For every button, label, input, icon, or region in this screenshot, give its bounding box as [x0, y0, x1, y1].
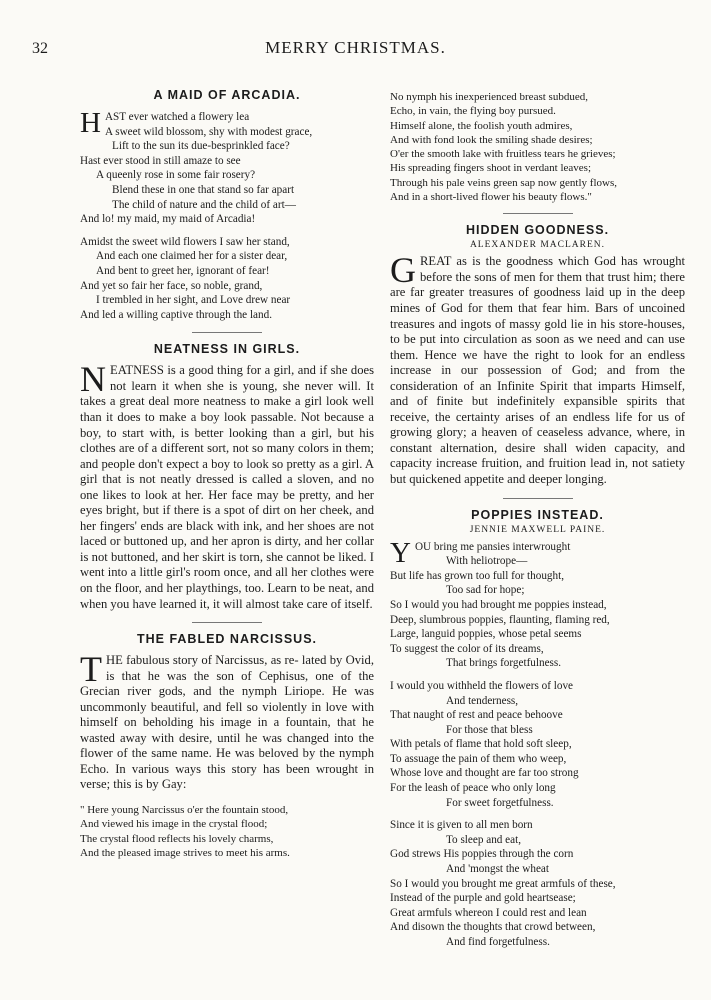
narcissus-title: THE FABLED NARCISSUS. — [136, 632, 318, 647]
poem-line: A sweet wild blossom, shy with modest grace, — [104, 125, 313, 138]
poem-line: To suggest the color of its dreams, — [390, 642, 544, 655]
article-body: that trust him; there are far greater treasures of goodness laid up in the deep mines of God for them that fear him. Bars of uncoined treasures and ingots of massy gold lie in his store-houses, to be put into circulation as soon as we need and can use them. Hence we have the right to look for an endless increase in our possession of God; and from the consideration of an Infinite Spirit that imparts Himself, and of finite but indefinitely expansible spirits that receive, the certainty arises of an endless life for us of growing glory; a heaven of ceaseless advance, where, in constant alternation, desire shall widen capacity, and capacity increase fruition, and fruition lead in, not satiety but quickened appetite and deeper longing. — [390, 269, 685, 487]
narcissus-quote-continued — [390, 90, 685, 204]
neatness-dropcap: N — [80, 359, 106, 400]
poem-line: AST ever watched a flowery lea — [104, 111, 250, 123]
poppies-poem — [390, 536, 685, 950]
quote-line: And viewed his image in the crystal flood; — [80, 818, 268, 831]
article-first-line: EATNESS is a good thing for a girl, — [110, 363, 298, 378]
poem-line: And find forgetfulness. — [446, 936, 550, 949]
poem-line: With heliotrope— — [446, 555, 528, 568]
article-body: Cephisus, one of the Grecian river gods, and the nymph Liriope. He was uncommonly beautiful, and fell so violently in love with himself on beholding his image in a fountain, that he wasted away with desire, until he was changed into the flower of the same name. He was beloved by the nymph Echo. In various ways this story has been wrought in verse; this is by Gay: — [80, 668, 374, 792]
poem-line: For those that bless — [446, 723, 533, 736]
poem-line: So I would you had brought me poppies instead, — [390, 598, 607, 611]
quote-line: O'er the smooth lake with fruitless tears he grieves; — [390, 148, 616, 161]
neatness-title: NEATNESS IN GIRLS. — [153, 342, 301, 357]
poem-line: Great armfuls whereon I could rest and lean — [390, 906, 587, 919]
maid-of-arcadia-title: A MAID OF ARCADIA. — [153, 88, 301, 102]
poem-line: Lift to the sun its due-besprinkled face? — [112, 140, 290, 153]
quote-line: The crystal flood reflects his lovely charms, — [80, 832, 274, 845]
poem-line: And each one claimed her for a sister dear, — [96, 250, 288, 263]
quote-line: And in a short-lived flower his beauty flows." — [390, 191, 592, 204]
poem-line: Since it is given to all men born — [390, 819, 533, 832]
poem-line: God strews His poppies through the corn — [390, 848, 574, 861]
running-title: MERRY CHRISTMAS. — [265, 38, 446, 57]
poem-line: I would you withheld the flowers of love — [390, 679, 574, 692]
article-first-line: HE fabulous story of Narcissus, as re- — [106, 653, 302, 668]
poem-line: Blend these in one that stand so far apart — [112, 183, 295, 196]
poem-line: Amidst the sweet wild flowers I saw her stand, — [80, 235, 290, 248]
neatness-article — [80, 359, 374, 612]
hidden-dropcap: G — [390, 250, 416, 291]
poem-line: And led a willing captive through the land. — [80, 308, 273, 321]
poppies-author: JENNIE MAXWELL PAINE. — [469, 524, 606, 535]
right-column — [390, 90, 685, 950]
hidden-goodness-author: ALEXANDER MACLAREN. — [469, 240, 606, 251]
poem-line: Too sad for hope; — [446, 584, 525, 597]
narcissus-article — [80, 649, 374, 793]
section-divider — [192, 332, 262, 333]
poem-line: And yet so fair her face, so noble, grand, — [80, 279, 263, 292]
poppies-dropcap: Y — [390, 536, 411, 569]
narcissus-dropcap: T — [80, 649, 102, 690]
hidden-goodness-article — [390, 250, 685, 487]
article-second-line: lated by Ovid, is that he was the son of — [106, 653, 374, 683]
article-second-line: and if she does not learn it when she — [110, 363, 374, 393]
poem-line: And tenderness, — [446, 694, 519, 707]
maid-dropcap: H — [80, 107, 101, 139]
poem-line: And bent to greet her, ignorant of fear! — [96, 264, 270, 277]
maid-of-arcadia-poem — [80, 107, 374, 322]
article-body: is young, she never will. It takes a great deal more neatness to make a girl look well than it does to make a boy look passable. Not because a boy, to start with, is better looking than a girl, but his clothes are of a different sort, not so many colors in them; and people don't expect a boy to look so pretty as a girl. A girl that is not neatly dressed is called a sloven, and no one likes to look at her. Her face may be pretty, and her eyes bright, but if there is a spot of dirt on her cheek, and her fingers' ends are black with ink, and her shoes are not laced or buttoned up, and her apron is dirty, and her collar is not buttoned, and her skirt is torn, she cannot be liked. I went into a little girl's room once, and all her clothes were on the floor, and her playthings, too. Learn to be neat, and when you have learned it, it will almost take care of itself. — [80, 378, 374, 611]
section-divider — [192, 622, 262, 623]
poem-line: So I would you brought me great armfuls of these, — [390, 877, 616, 890]
left-column — [80, 88, 374, 860]
section-divider — [503, 498, 573, 499]
poem-line: To assuage the pain of them who weep, — [390, 752, 567, 765]
section-divider — [503, 213, 573, 214]
poem-line: That naught of rest and peace behoove — [390, 709, 563, 722]
poem-line: The child of nature and the child of art— — [112, 198, 296, 211]
article-second-line: wrought before the sons of men for them — [420, 254, 685, 284]
poem-line: Large, languid poppies, whose petal seems — [390, 628, 582, 641]
poem-line: Whose love and thought are far too strong — [390, 767, 579, 780]
quote-line: Through his pale veins green sap now gently flows, — [390, 176, 617, 189]
page-number: 32 — [32, 40, 48, 57]
article-first-line: REAT as is the goodness which God has — [420, 254, 644, 269]
poem-line: To sleep and eat, — [446, 833, 522, 846]
poem-line: And 'mongst the wheat — [446, 863, 549, 876]
poem-line: With petals of flame that hold soft sleep, — [390, 738, 572, 751]
poem-line: And disown the thoughts that crowd between, — [390, 921, 596, 934]
poem-line: For the leash of peace who only long — [390, 782, 556, 795]
poem-line: Deep, slumbrous poppies, flaunting, flaming red, — [390, 613, 610, 626]
poem-line: And lo! my maid, my maid of Arcadia! — [80, 213, 256, 226]
poppies-title: POPPIES INSTEAD. — [471, 507, 604, 522]
poem-line: That brings forgetfulness. — [446, 657, 562, 670]
poem-line: I trembled in her sight, and Love drew near — [96, 294, 291, 307]
quote-line: And the pleased image strives to meet his arms. — [80, 846, 290, 859]
quote-line: No nymph his inexperienced breast subdued, — [390, 91, 588, 103]
poem-line: A queenly rose in some fair rosery? — [96, 169, 256, 182]
poem-line: But life has grown too full for thought, — [390, 569, 565, 582]
quote-line: And with fond look the smiling shade desires; — [390, 133, 593, 146]
hidden-goodness-title: HIDDEN GOODNESS. — [465, 223, 610, 238]
narcissus-quote — [80, 803, 374, 860]
poem-line: OU bring me pansies interwrought — [414, 540, 571, 553]
quote-line: Himself alone, the foolish youth admires, — [390, 119, 573, 132]
quote-line: " Here young Narcissus o'er the fountain stood, — [80, 803, 289, 816]
poem-line: Instead of the purple and gold heartsease; — [390, 892, 576, 905]
poem-line: Hast ever stood in still amaze to see — [80, 154, 241, 167]
poem-line: For sweet forgetfulness. — [446, 796, 554, 809]
quote-line: Echo, in vain, the flying boy pursued. — [390, 105, 556, 118]
quote-line: His spreading fingers shoot in verdant leaves; — [390, 162, 592, 175]
